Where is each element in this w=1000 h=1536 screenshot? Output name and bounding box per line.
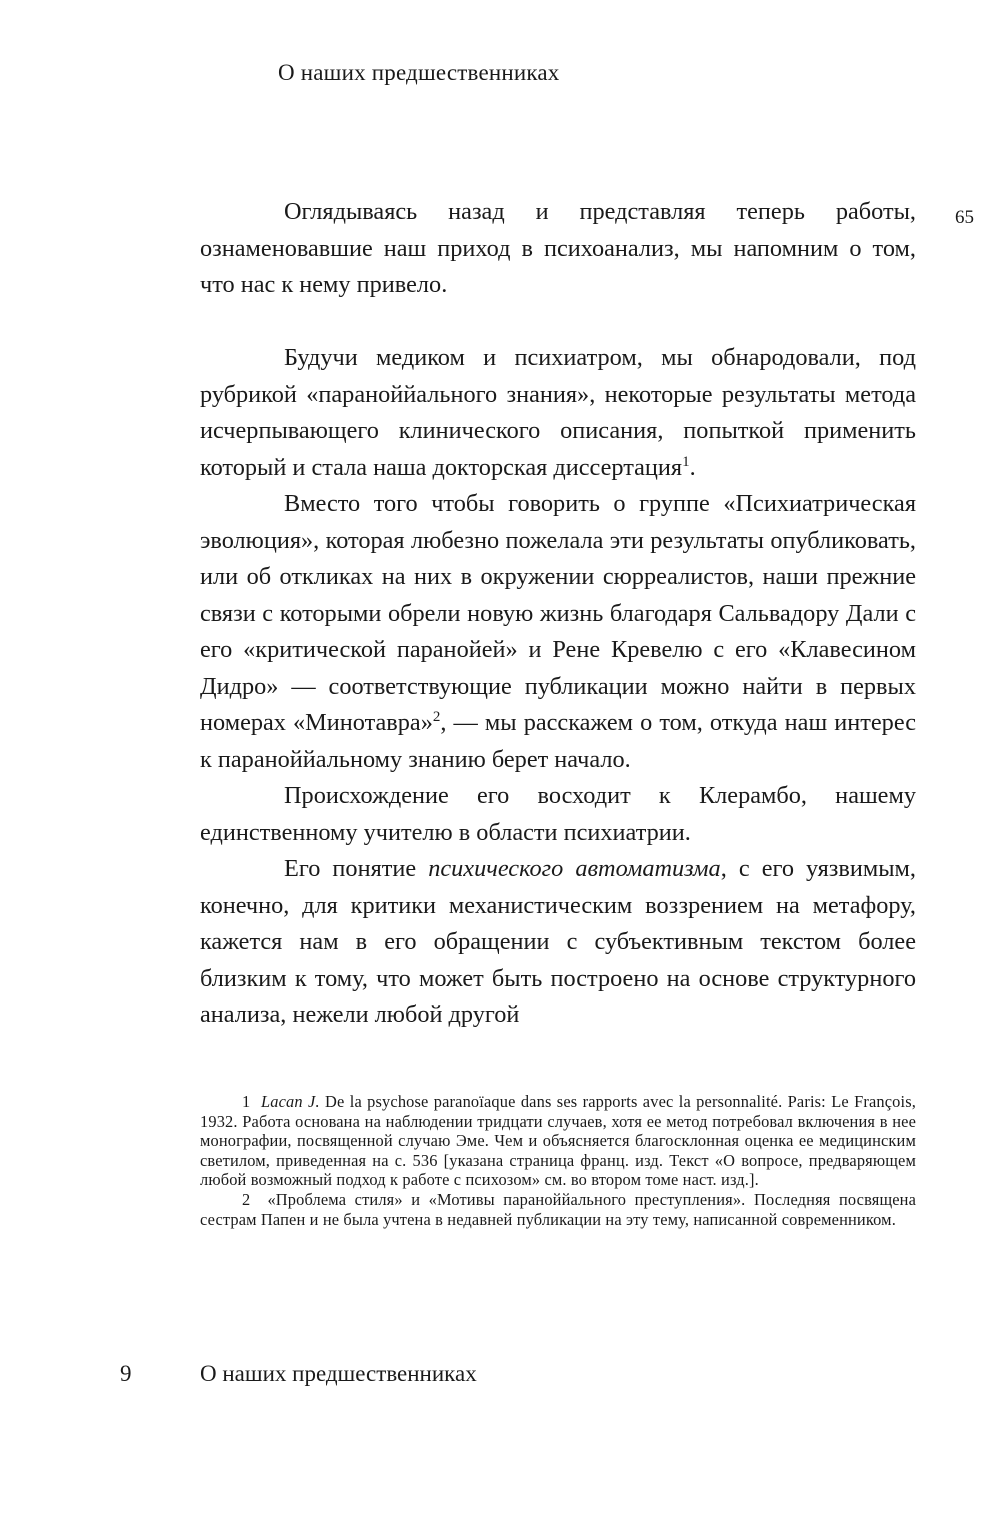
footnote-number: 2: [242, 1189, 251, 1209]
paragraph: Его понятие психического автоматизма, с его уязвимым, конечно, для критики механистическим воззрением на метафору, кажется нам в его обращении с субъективным текстом более близким к тому, что может быть построено на основе структурного анализа, нежели любой другой: [200, 855, 916, 1028]
paragraph: Происхождение его восходит к Клерамбо, нашему единственному учителю в области психиатрии.: [200, 782, 916, 846]
paragraph: Оглядываясь назад и представляя теперь работы, ознаменовавшие наш приход в психоанализ, мы напомним о том, что нас к нему привело.: [200, 198, 916, 298]
paragraph: Вместо того чтобы говорить о группе «Психиатрическая эволюция», которая любезно пожелала эти результаты опубликовать, или об откликах на них в окружении сюрреалистов, наши прежние связи с которыми обрели новую жизнь благодаря Сальвадору Дали с его «критической паранойей» и Рене Кревелю с его «Клавесином Дидро» — соответствующие публикации можно найти в первых номерах «Минотавра»$^2$, — мы расскажем о том, откуда наш интерес к параноййальному знанию берет начало.: [200, 490, 916, 773]
running-head: О наших предшественниках: [278, 60, 560, 85]
page-number: 9: [120, 1361, 132, 1386]
footnote: 2 «Проблема стиля» и «Мотивы параноййального преступления». Последняя посвящена сестрам Папен и не была учтена в недавней публикации на эту тему, написанной современником.: [200, 1189, 916, 1229]
chapter-title: О наших предшественниках: [200, 1361, 477, 1386]
footnote-author: Lacan J.: [260, 1092, 320, 1111]
footnotes: [200, 1092, 916, 1229]
paragraph: Будучи медиком и психиатром, мы обнародовали, под рубрикой «параноййального знания», некоторые результаты метода исчерпывающего клинического описания, попыткой применить который и стала наша докторская диссертация$^1$.: [200, 344, 916, 481]
footnote-ref[interactable]: 2: [432, 709, 441, 725]
footnote: 1 Lacan J. De la psychose paranoïaque dans ses rapports avec la personnalité. Paris: Le François, 1932. Работа основана на наблюдении тридцати случаев, хотя ее метод потребовал включения в нее монографии, посвященной случаю Эме. Чем и объясняется благосклонная оценка ее медицинским светилом, приведенная на с. 536 [указана страница франц. изд. Текст «О вопросе, предваряющем любой возможный подход к работе с психозом» см. во втором томе наст. изд.].: [200, 1092, 916, 1190]
emphasis: психического автоматизма: [428, 855, 721, 882]
footnote-ref[interactable]: 1: [682, 453, 690, 470]
footnote-number: 1: [242, 1092, 251, 1111]
margin-page-number: 65: [955, 207, 974, 228]
main-text: [200, 194, 916, 1034]
